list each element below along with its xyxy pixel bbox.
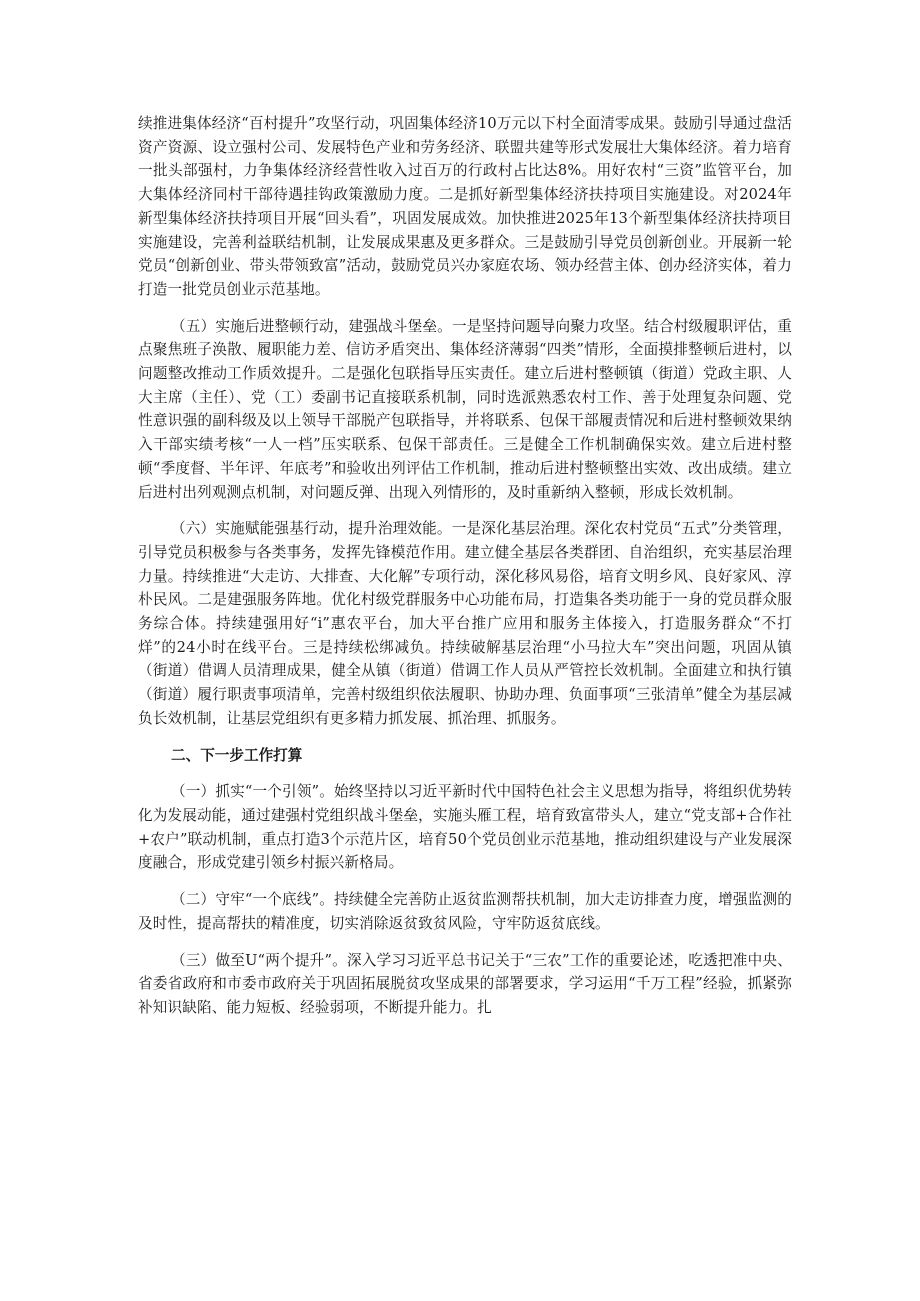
- paragraph-one-lead: （一）抓实“一个引领”。始终坚持以习近平新时代中国特色社会主义思想为指导，将组织优势转化为发展动能，通过建强村党组织战斗堡垒，实施头雁工程，培育致富带头人，建立“党支部+合作社+农户”联动机制，重点打造3个示范片区，培育50个党员创业示范基地，推动组织建设与产业发展深度融合，形成党建引领乡村振兴新格局。: [138, 783, 792, 872]
- document-page: [138, 112, 792, 1033]
- paragraph-two-improvements: （三）做至U“两个提升”。深入学习习近平总书记关于“三农”工作的重要论述，吃透把准中央、省委省政府和市委市政府关于巩固拓展脱贫攻坚成果的部署要求，学习运用“千万工程”经验，抓紧弥补知识缺陷、能力短板、经验弱项，不断提升能力。扎: [138, 951, 792, 1016]
- section-heading-next-steps: 二、下一步工作打算: [171, 746, 303, 764]
- paragraph-empowerment-action: （六）实施赋能强基行动，提升治理效能。一是深化基层治理。深化农村党员“五式”分类管理，引导党员积极参与各类事务，发挥先锋模范作用。建立健全基层各类群团、自治组织，充实基层治理力量。持续推进“大走访、大排查、大化解”专项行动，深化移风易俗，培育文明乡风、良好家风、淳朴民风。二是建强服务阵地。优化村级党群服务中心功能布局，打造集各类功能于一身的党员群众服务综合体。持续建强用好“i”惠农平台，加大平台推广应用和服务主体接入，打造服务群众“不打烊”的24小时在线平台。三是持续松绑减负。持续破解基层治理“小马拉大车”突出问题，巩固从镇（街道）借调人员清理成果，健全从镇（街道）借调工作人员从严管控长效机制。全面建立和执行镇（街道）履行职责事项清单，完善村级组织依法履职、协助办理、负面事项“三张清单”健全为基层减负长效机制，让基层党组织有更多精力抓发展、抓治理、抓服务。: [138, 520, 792, 727]
- paragraph-collective-economy: 续推进集体经济“百村提升”攻坚行动，巩固集体经济10万元以下村全面清零成果。鼓励引导通过盘活资产资源、设立强村公司、发展特色产业和劳务经济、联盟共建等形式发展壮大集体经济。着力培育一批头部强村，力争集体经济经营性收入过百万的行政村占比达8%。用好农村“三资”监管平台，加大集体经济同村干部待遇挂钩政策激励力度。二是抓好新型集体经济扶持项目实施建设。对2024年新型集体经济扶持项目开展“回头看”，巩固发展成效。加快推进2025年13个新型集体经济扶持项目实施建设，完善利益联结机制，让发展成果惠及更多群众。三是鼓励引导党员创新创业。开展新一轮党员“创新创业、带头带领致富”活动，鼓励党员兴办家庭农场、领办经营主体、创办经济实体，着力打造一批党员创业示范基地。: [138, 115, 792, 298]
- paragraph-rectification-action: （五）实施后进整顿行动，建强战斗堡垒。一是坚持问题导向聚力攻坚。结合村级履职评估，重点聚焦班子涣散、履职能力差、信访矛盾突出、集体经济薄弱“四类”情形，全面摸排整顿后进村，以问题整改推动工作质效提升。二是强化包联指导压实责任。建立后进村整顿镇（街道）党政主职、人大主席（主任）、党（工）委副书记直接联系机制，同时选派熟悉农村工作、善于处理复杂问题、党性意识强的副科级及以上领导干部脱产包联指导，并将联系、包保干部履责情况和后进村整顿效果纳入干部实绩考核“一人一档”压实联系、包保干部责任。三是健全工作机制确保实效。建立后进村整顿“季度督、半年评、年底考”和验收出列评估工作机制，推动后进村整顿整出实效、改出成绩。建立后进村出列观测点机制，对问题反弹、出现入列情形的，及时重新纳入整顿，形成长效机制。: [138, 317, 792, 501]
- paragraph-one-bottom-line: （二）守牢“一个底线”。持续健全完善防止返贫监测帮扶机制，加大走访排查力度，增强监测的及时性，提高帮扶的精准度，切实消除返贫致贫风险，守牢防返贫底线。: [138, 891, 792, 932]
